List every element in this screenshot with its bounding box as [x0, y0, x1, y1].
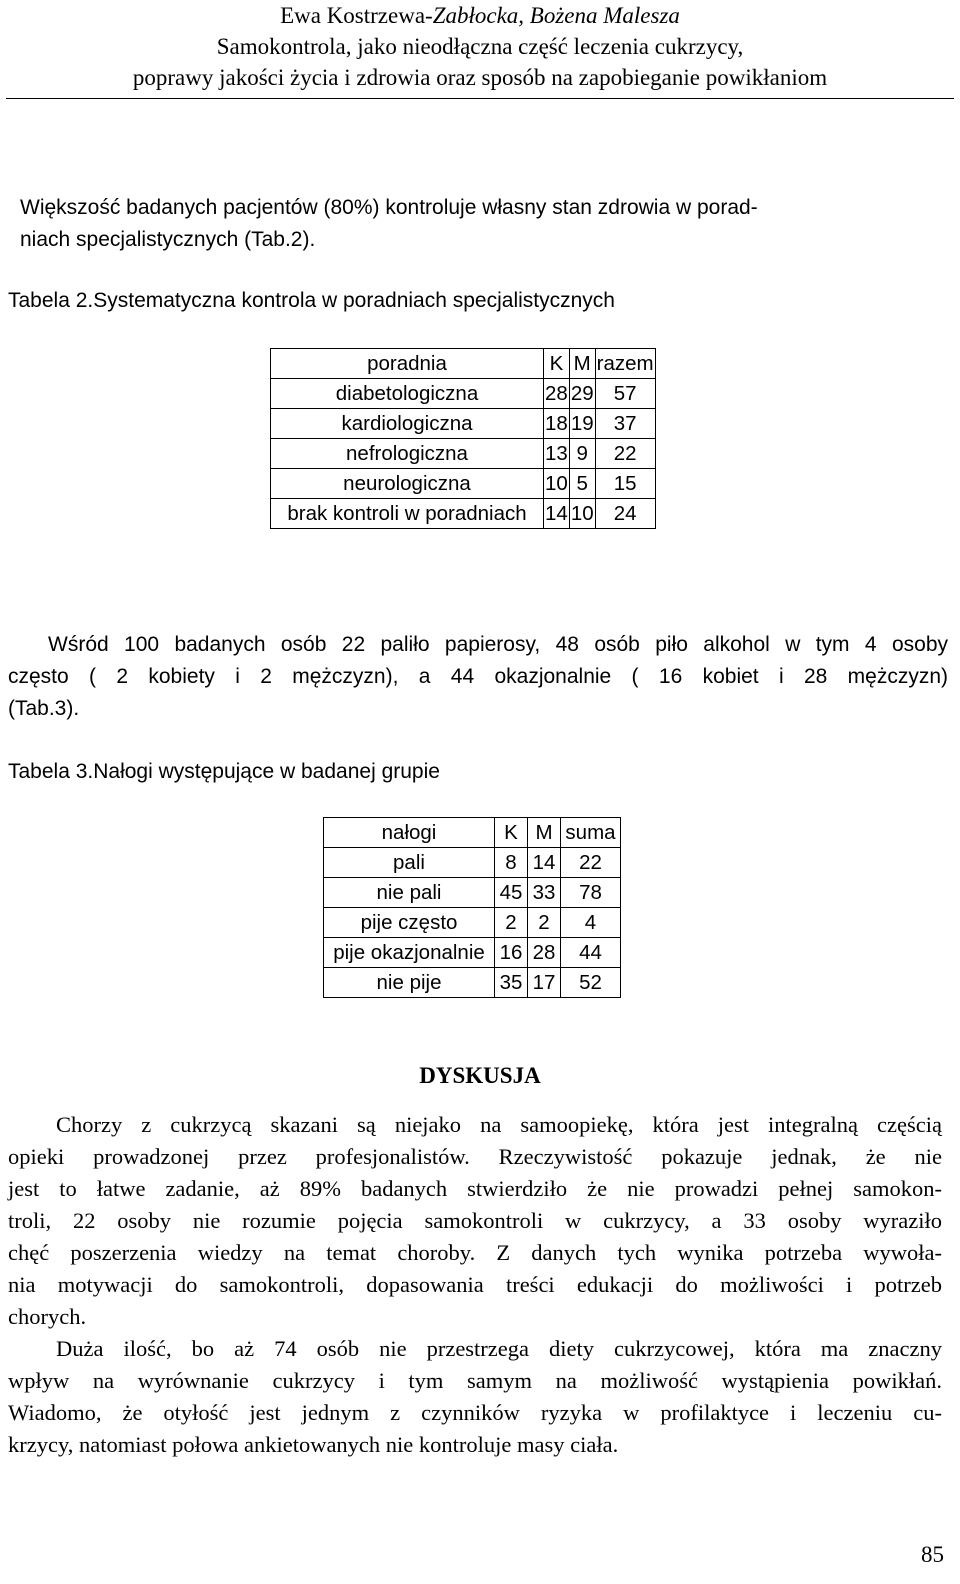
text-line: jest to łatwe zadanie, aż 89% badanych stwierdziło że nie prowadzi pełnej samokon-: [8, 1176, 942, 1201]
paragraph-habits-line1: Wśród 100 badanych osób 22 paliło papierosy, 48 osób piło alkohol w tym 4 osoby: [48, 633, 948, 656]
table-header-cell: razem: [595, 349, 655, 379]
table-cell: 9: [569, 439, 595, 469]
table-cell: 44: [561, 938, 621, 968]
table-row: [271, 499, 656, 529]
table-cell: 29: [569, 379, 595, 409]
table2-caption: Tabela 2.Systematyczna kontrola w poradniach specjalistycznych: [8, 289, 615, 312]
table-row: [324, 968, 621, 998]
table-cell: nie pali: [324, 878, 495, 908]
text-line: wpływ na wyrównanie cukrzycy i tym samym na możliwość wystąpienia powikłań.: [8, 1368, 942, 1393]
table-cell: 14: [528, 848, 561, 878]
table-cell: 5: [569, 469, 595, 499]
table-row: [324, 848, 621, 878]
table-cell: nie pije: [324, 968, 495, 998]
table-cell: kardiologiczna: [271, 409, 544, 439]
table-header-cell: M: [528, 818, 561, 848]
table-cell: 10: [544, 469, 570, 499]
header-title-line1: Samokontrola, jako nieodłączna część leczenia cukrzycy,: [216, 34, 744, 59]
header-rule: [6, 98, 954, 99]
table-row: [271, 379, 656, 409]
table-cell: 57: [595, 379, 655, 409]
table-cell: 4: [561, 908, 621, 938]
table-cell: 35: [495, 968, 528, 998]
table-cell: 16: [495, 938, 528, 968]
text-line: chęć poszerzenia wiedzy na temat choroby. Z danych tych wynika potrzeba wywoła-: [8, 1240, 942, 1265]
table-cell: nefrologiczna: [271, 439, 544, 469]
table-header-cell: K: [544, 349, 570, 379]
table3: [323, 817, 621, 998]
running-header: [0, 0, 960, 93]
text-line: troli, 22 osoby nie rozumie pojęcia samokontroli w cukrzycy, a 33 osoby wyraziło: [8, 1208, 942, 1233]
text-line: nia motywacji do samokontroli, dopasowania treści edukacji do możliwości i potrzeb: [8, 1272, 942, 1297]
header-authors-regular: Ewa Kostrzewa-: [280, 3, 433, 28]
table-header-cell: nałogi: [324, 818, 495, 848]
table-row: [324, 878, 621, 908]
table-cell: 37: [595, 409, 655, 439]
table-cell: 14: [544, 499, 570, 529]
table-cell: 10: [569, 499, 595, 529]
table-cell: pije często: [324, 908, 495, 938]
table-cell: 8: [495, 848, 528, 878]
table-header-cell: poradnia: [271, 349, 544, 379]
table-header-cell: suma: [561, 818, 621, 848]
text-line: krzycy, natomiast połowa ankietowanych nie kontroluje masy ciała.: [8, 1432, 619, 1457]
table-cell: 2: [528, 908, 561, 938]
table-cell: 28: [528, 938, 561, 968]
table-cell: 19: [569, 409, 595, 439]
table-cell: pije okazjonalnie: [324, 938, 495, 968]
table-cell: 52: [561, 968, 621, 998]
table2: [270, 348, 656, 529]
table-cell: 22: [561, 848, 621, 878]
paragraph-habits: [8, 629, 948, 725]
table3-caption: Tabela 3.Nałogi występujące w badanej grupie: [8, 760, 440, 783]
table-cell: 22: [595, 439, 655, 469]
table-cell: 78: [561, 878, 621, 908]
table-cell: 33: [528, 878, 561, 908]
table-cell: 45: [495, 878, 528, 908]
header-title-line2: poprawy jakości życia i zdrowia oraz sposób na zapobieganie powikłaniom: [132, 65, 828, 90]
table-cell: 24: [595, 499, 655, 529]
table-cell: 13: [544, 439, 570, 469]
paragraph-intro-line1: Większość badanych pacjentów (80%) kontroluje własny stan zdrowia w porad-: [20, 196, 758, 219]
table-cell: 28: [544, 379, 570, 409]
text-line: Chorzy z cukrzycą skazani są niejako na samoopiekę, która jest integralną częścią: [56, 1112, 942, 1137]
table-row: [324, 938, 621, 968]
table-header-cell: M: [569, 349, 595, 379]
table-cell: 2: [495, 908, 528, 938]
table-header-row: [324, 818, 621, 848]
table-row: [271, 469, 656, 499]
text-line: opieki prowadzonej przez profesjonalistów. Rzeczywistość pokazuje jednak, że nie: [8, 1144, 942, 1169]
table-row: [271, 439, 656, 469]
discussion-paragraph2: [8, 1333, 942, 1461]
table-cell: 15: [595, 469, 655, 499]
paragraph-habits-line2: często ( 2 kobiety i 2 mężczyzn), a 44 okazjonalnie ( 16 kobiet i 28 mężczyzn): [8, 665, 948, 688]
discussion-paragraph1: [8, 1109, 942, 1333]
table-cell: neurologiczna: [271, 469, 544, 499]
paragraph-habits-line3: (Tab.3).: [8, 697, 80, 720]
page-number: 85: [921, 1542, 944, 1567]
table-row: [324, 908, 621, 938]
table-header-row: [271, 349, 656, 379]
text-line: Wiadomo, że otyłość jest jednym z czynników ryzyka w profilaktyce i leczeniu cu-: [8, 1400, 942, 1425]
text-line: Duża ilość, bo aż 74 osób nie przestrzega diety cukrzycowej, która ma znaczny: [56, 1336, 942, 1361]
text-line: chorych.: [8, 1304, 87, 1329]
table-cell: 18: [544, 409, 570, 439]
header-authors-italic: Zabłocka, Bożena Malesza: [432, 3, 680, 28]
table-cell: brak kontroli w poradniach: [271, 499, 544, 529]
discussion-heading: DYSKUSJA: [419, 1063, 541, 1088]
table-cell: 17: [528, 968, 561, 998]
table-cell: diabetologiczna: [271, 379, 544, 409]
table-row: [271, 409, 656, 439]
paragraph-intro: [20, 192, 948, 256]
header-authors: [0, 0, 960, 31]
table-header-cell: K: [495, 818, 528, 848]
table-cell: pali: [324, 848, 495, 878]
paragraph-intro-line2: niach specjalistycznych (Tab.2).: [20, 228, 316, 251]
